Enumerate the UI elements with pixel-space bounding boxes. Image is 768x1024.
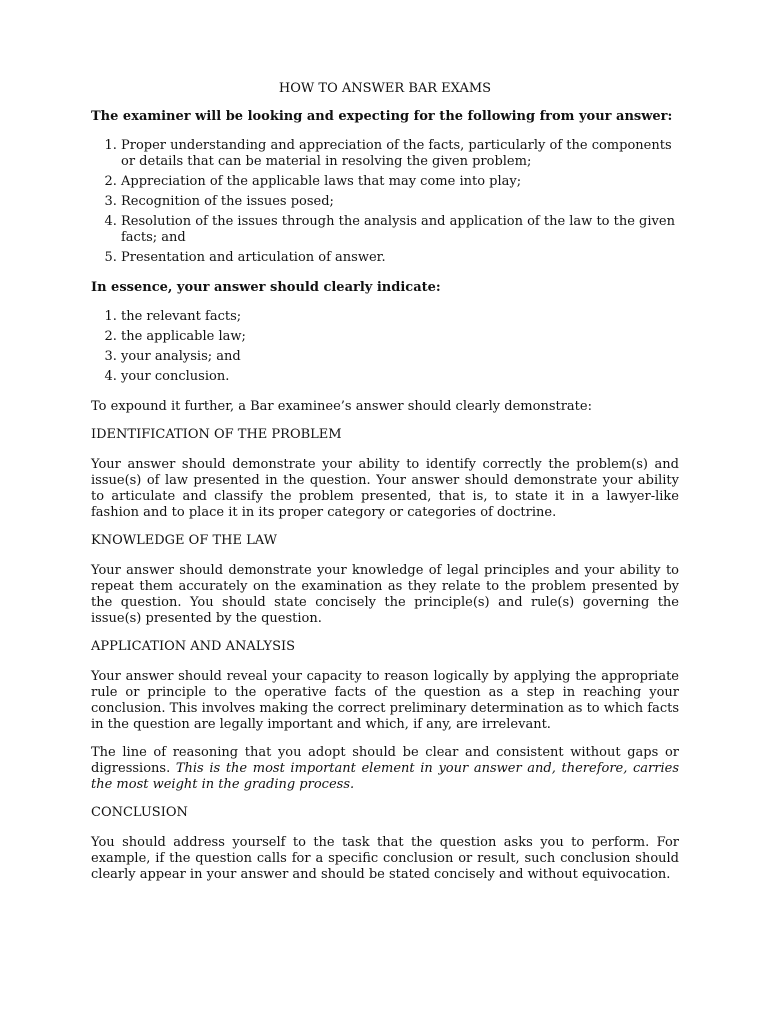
list-item: 2. Appreciation of the applicable laws that may come into play; bbox=[121, 174, 679, 190]
answer-elements-list bbox=[91, 309, 679, 385]
application-plain-text: The line of reasoning that you adopt should be clear and consistent without gaps or digressions. bbox=[91, 745, 679, 776]
section-heading-conclusion: CONCLUSION bbox=[91, 805, 188, 820]
list-item: 5. Presentation and articulation of answer. bbox=[121, 250, 679, 266]
section-body-identification: Your answer should demonstrate your ability to identify correctly the problem(s) and issue(s) of law presented in the question. Your answer should demonstrate your ability to articulate and classify the problem presented, that is, to state it in a lawyer-like fashion and to place it in its proper category or categories of doctrine. bbox=[91, 457, 679, 520]
list-item: 4. Resolution of the issues through the analysis and application of the law to the given facts; and bbox=[121, 214, 679, 246]
section-heading-identification: IDENTIFICATION OF THE PROBLEM bbox=[91, 427, 342, 442]
document-title: HOW TO ANSWER BAR EXAMS bbox=[278, 81, 492, 96]
expound-statement: To expound it further, a Bar examinee’s answer should clearly demonstrate: bbox=[91, 399, 592, 414]
section-heading-knowledge: KNOWLEDGE OF THE LAW bbox=[91, 533, 277, 548]
list-item: 1. Proper understanding and appreciation of the facts, particularly of the components or details that can be material in resolving the given problem; bbox=[121, 138, 679, 170]
section-body-application-1: Your answer should reveal your capacity to reason logically by applying the appropriate rule or principle to the operative facts of the question as a step in reaching your conclusion. This involves making the correct preliminary determination as to which facts in the question are legally important and which, if any, are irrelevant. bbox=[91, 669, 679, 732]
list-item: 1. the relevant facts; bbox=[121, 309, 679, 325]
section-heading-application: APPLICATION AND ANALYSIS bbox=[91, 639, 296, 654]
list-item: 3. your analysis; and bbox=[121, 349, 679, 365]
list-item: 2. the applicable law; bbox=[121, 329, 679, 345]
section-body-conclusion: You should address yourself to the task that the question asks you to perform. For example, if the question calls for a specific conclusion or result, such conclusion should clearly appear in your answer and should be stated concisely and without equivocation. bbox=[91, 835, 679, 882]
list-item: 4. your conclusion. bbox=[121, 369, 679, 385]
application-emphasis-text: This is the most important element in your answer and, therefore, carries the most weight in the grading process. bbox=[91, 761, 679, 792]
examiner-criteria-list bbox=[91, 138, 679, 266]
document-content bbox=[91, 81, 679, 895]
section-body-application-2 bbox=[91, 745, 679, 793]
intro-statement: The examiner will be looking and expecting for the following from your answer: bbox=[91, 109, 673, 124]
list-item: 3. Recognition of the issues posed; bbox=[121, 194, 679, 210]
section-body-knowledge: Your answer should demonstrate your knowledge of legal principles and your ability to repeat them accurately on the examination as they relate to the problem presented by the question. You should state concisely the principle(s) and rule(s) governing the issue(s) presented by the question. bbox=[91, 563, 679, 626]
essence-statement: In essence, your answer should clearly indicate: bbox=[91, 280, 441, 295]
